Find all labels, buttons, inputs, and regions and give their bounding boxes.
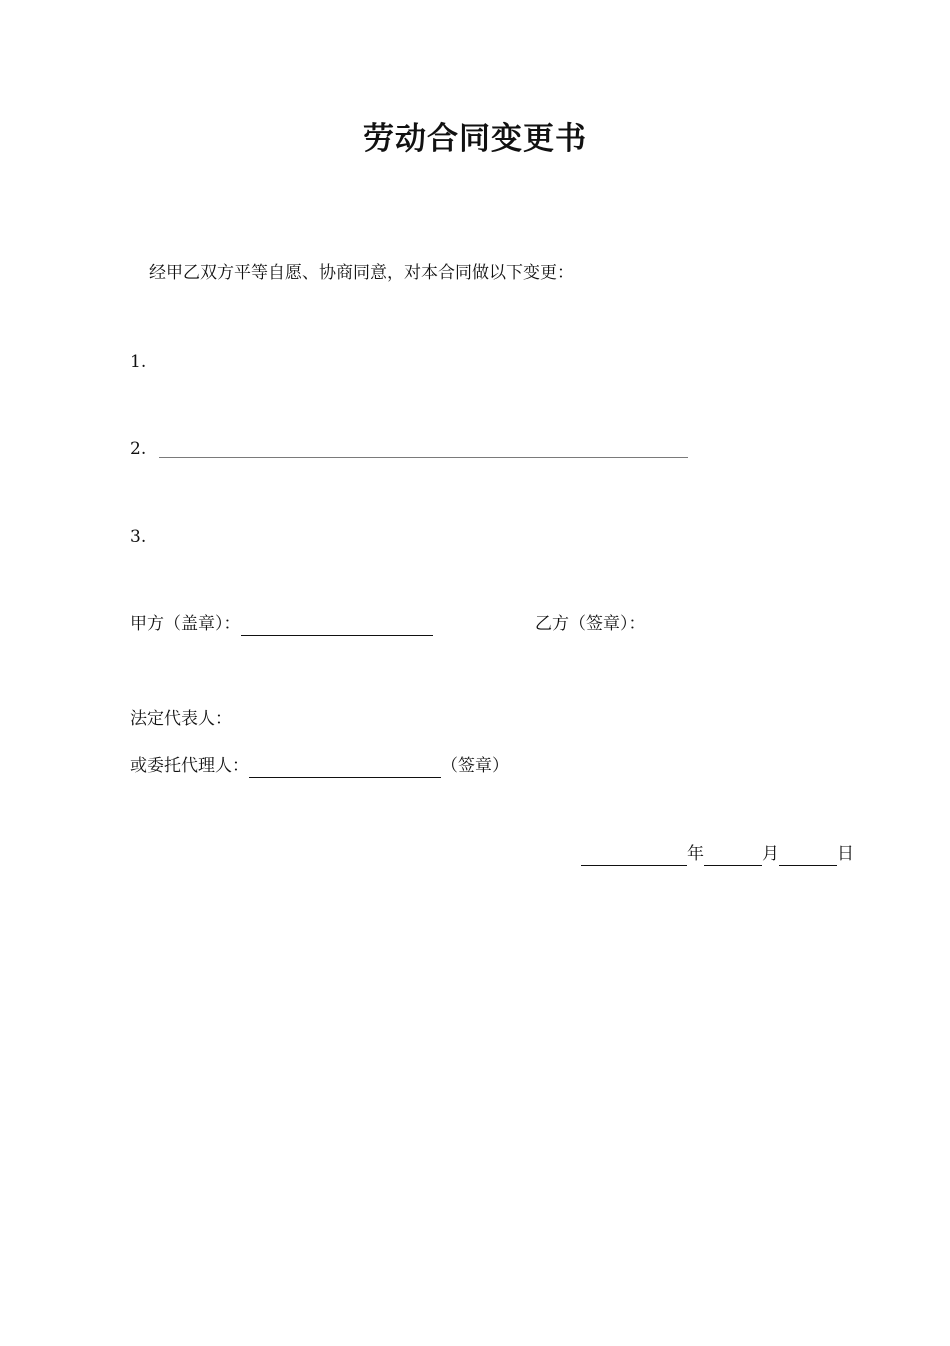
- month-label: 月: [762, 844, 779, 864]
- party-a-signature-blank: [241, 615, 433, 636]
- agent-signature-blank: [249, 757, 441, 778]
- change-item-1: [130, 350, 158, 374]
- day-label: 日: [837, 844, 854, 864]
- intro-text: 经甲乙双方平等自愿、协商同意，对本合同做以下变更：: [149, 263, 574, 283]
- document-title: 劳动合同变更书: [363, 121, 587, 157]
- item-number: 3.: [130, 527, 147, 547]
- month-blank: [704, 845, 762, 866]
- change-item-3: [130, 525, 158, 549]
- date-row: [581, 842, 854, 866]
- party-a-label: 甲方（盖章）：: [130, 614, 241, 634]
- party-a-signature-row: [130, 612, 433, 636]
- agent-suffix: （签章）: [441, 756, 509, 776]
- item-2-fill-line: [159, 457, 688, 458]
- item-number: 1.: [130, 352, 147, 372]
- party-b-label: 乙方（签章）：: [535, 614, 646, 634]
- legal-representative-row: [130, 707, 232, 731]
- agent-signature-row: [130, 754, 509, 778]
- year-blank: [581, 845, 687, 866]
- party-b-signature-row: [535, 612, 646, 636]
- change-item-2: [130, 437, 158, 461]
- legal-representative-label: 法定代表人：: [130, 709, 232, 729]
- year-label: 年: [687, 844, 704, 864]
- agent-label: 或委托代理人：: [130, 756, 249, 776]
- day-blank: [779, 845, 837, 866]
- item-number: 2.: [130, 439, 147, 459]
